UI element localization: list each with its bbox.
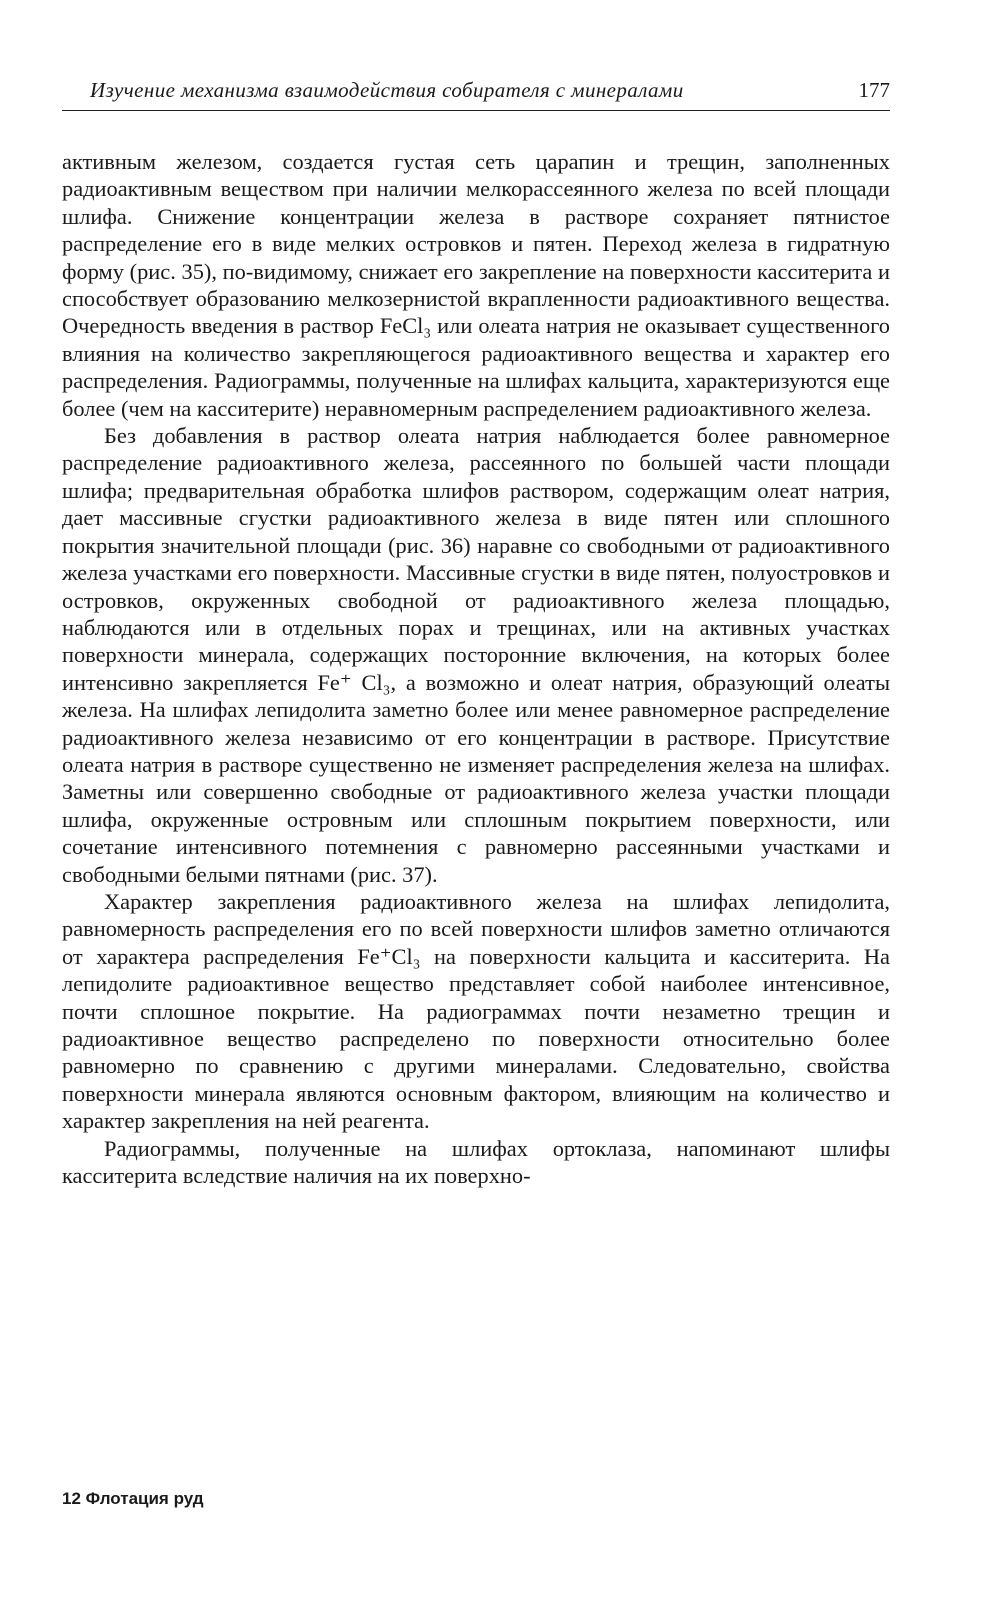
running-title: Изучение механизма взаимодействия собирателя с минералами [90,78,684,102]
paragraph: Радиограммы, полученные на шлифах ортоклаза, напоминают шлифы касситерита вследствие наличия на их поверхно- [62,1135,890,1189]
running-header [62,74,890,111]
paragraph: Без добавления в раствор олеата натрия наблюдается более равномерное распределение радиоактивного железа, рассеянного по большей части площади шлифа; предварительная обработка шлифов раствором, содержащим олеат натрия, дает массивные сгустки радиоактивного железа в виде пятен или сплошного покрытия значительной площади (рис. 36) наравне со свободными от радиоактивного железа участками его поверхности. Массивные сгустки в виде пятен, полуостровков и островков, окруженных свободной от радиоактивного железа площадью, наблюдаются или в отдельных порах и трещинах, или на активных участках поверхности минерала, содержащих посторонние включения, на которых более интенсивно закрепляется Fe⁺ Cl₃, а возможно и олеат натрия, образующий олеаты железа. На шлифах лепидолита заметно более или менее равномерное распределение радиоактивного железа независимо от его концентрации в растворе. Присутствие олеата натрия в растворе существенно не изменяет распределения железа на шлифах. Заметны или совершенно свободные от радиоактивного железа участки площади шлифа, окруженные островным или сплошным покрытием поверхности, или сочетание интенсивного потемнения с равномерно рассеянными участками и свободными белыми пятнами (рис. 37). [62,423,890,887]
paragraph: Характер закрепления радиоактивного железа на шлифах лепидолита, равномерность распределения его по всей поверхности шлифов заметно отличаются от характера распределения Fe⁺Cl₃ на поверхности кальцита и касситерита. На лепидолите радиоактивное вещество представляет собой наиболее интенсивное, почти сплошное покрытие. На радиограммах почти незаметно трещин и радиоактивное вещество распределено по поверхности относительно более равномерно по сравнению с другими минералами. Следовательно, свойства поверхности минерала являются основным фактором, влияющим на количество и характер закрепления на ней реагента. [62,888,890,1134]
paragraph: активным железом, создается густая сеть царапин и трещин, заполненных радиоактивным веществом при наличии мелкорассеянного железа по всей площади шлифа. Снижение концентрации железа в растворе сохраняет пятнистое распределение его в виде мелких островков и пятен. Переход железа в гидратную форму (рис. 35), по-видимому, снижает его закрепление на поверхности касситерита и способствует образованию мелкозернистой вкрапленности радиоактивного вещества. Очередность введения в раствор FeCl₃ или олеата натрия не оказывает существенного влияния на количество закрепляющегося радиоактивного вещества и характер его распределения. Радиограммы, полученные на шлифах кальцита, характеризуются еще более (чем на касситерите) неравномерным распределением радиоактивного железа. [62,149,890,421]
printer-signature: 12 Флотация руд [62,1489,204,1508]
book-page [62,74,890,1189]
page-number: 177 [858,78,890,102]
body-text [62,148,890,1189]
